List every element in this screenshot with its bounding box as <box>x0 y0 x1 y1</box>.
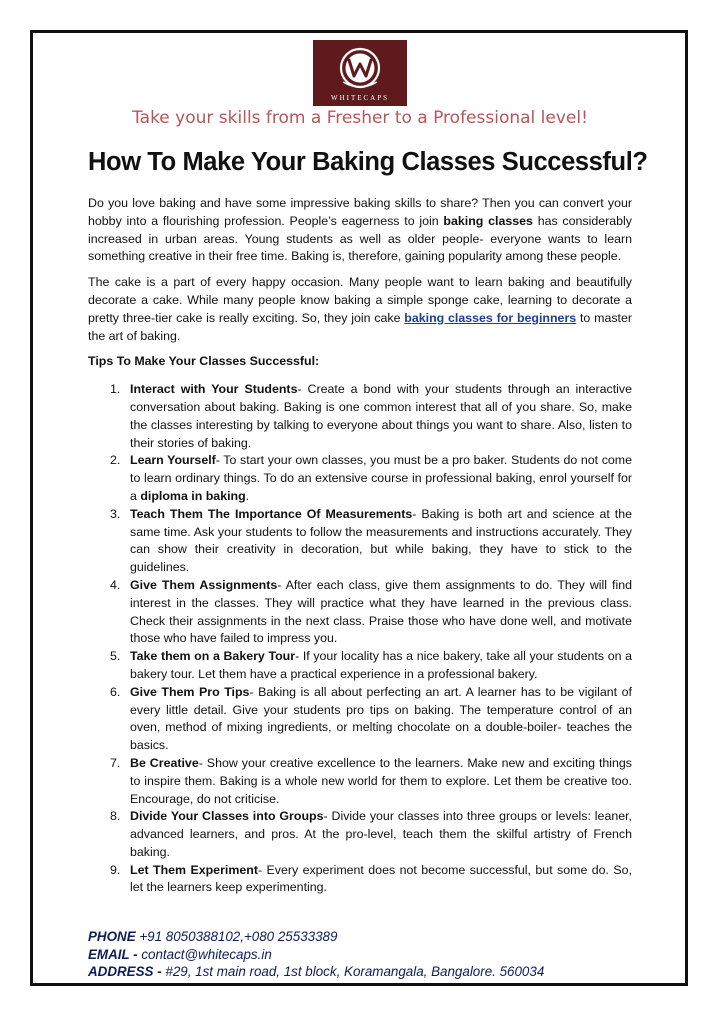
tip-text: - Create a bond with your students through an interactive conversation about baking. Baking is one common interest that all of you share. So, make the classes interesting by talking to everyone about things you want to share. Also, listen to their stories of baking. <box>130 382 633 450</box>
intro-text: The cake is a part of every happy occasion. Many people want to learn baking and beautifully decorate a cake. While many people know baking a simple sponge cake, learning to decorate a pretty three-tier cake is really exciting. So, they join cake <box>88 275 632 325</box>
tip-bold-text: diploma in baking <box>140 488 246 503</box>
list-item <box>88 577 632 648</box>
whitecaps-logo <box>313 40 407 106</box>
tip-title: Interact with Your Students <box>130 382 298 397</box>
list-item <box>88 755 632 808</box>
address-label: ADDRESS - <box>88 964 162 979</box>
logo-text: WHITECAPS <box>330 94 390 102</box>
tip-text: - Baking is both art and science at the same time. Ask your students to follow the measurements and instructions accurately. They can show their creativity in decoration, but while baking, they have to stick to the guidelines. <box>130 506 632 575</box>
tip-text: - Show your creative excellence to the learners. Make new and exciting things to inspire them. Baking is a whole new world for them to explore. Let them be creative too. Encourage, do not criticise. <box>130 755 633 806</box>
list-item <box>88 648 632 684</box>
email-label: EMAIL - <box>88 946 138 962</box>
list-number: 1. <box>110 382 121 397</box>
tip-text: - If your locality has a nice bakery, take all your students on a bakery tour. Let them have a practical experience in a professional bakery. <box>130 649 632 681</box>
tip-text: . <box>245 488 250 503</box>
list-number: 8. <box>110 809 121 824</box>
tagline: Take your skills from a Fresher to a Professional level! <box>132 108 588 128</box>
tip-title: Teach Them The Importance Of Measurements <box>130 506 413 521</box>
tip-title: Take them on a Bakery Tour <box>130 649 296 664</box>
intro-paragraph-1 <box>88 195 632 266</box>
tip-title: Learn Yourself <box>130 453 216 468</box>
list-number: 2. <box>110 453 121 468</box>
list-item <box>88 862 632 898</box>
list-number: 3. <box>110 506 121 521</box>
intro-text: has considerably increased in urban areas. Young students as well as older people- everyone wants to learn something creative in their free time. Baking is, therefore, gaining popularity among these people. <box>88 213 632 264</box>
list-number: 5. <box>110 649 121 664</box>
tip-text: - To start your own classes, you must be a pro baker. Students do not come to learn ordinary things. To do an extensive course in professional baking, enrol yourself for a <box>130 453 632 503</box>
intro-paragraph-2 <box>88 274 632 345</box>
contact-block <box>88 928 544 981</box>
phone-value: +91 8050388102,+080 25533389 <box>135 929 338 944</box>
tips-list <box>88 381 632 897</box>
tip-text: - Every experiment does not become successful, but some do. So, let the learners keep experimenting. <box>130 862 633 895</box>
list-item <box>88 381 632 452</box>
tip-text: - Baking is all about perfecting an art. A learner has to be vigilant of every little detail. Give your students pro tips on baking. The temperature control of an oven, method of mixing ingredients, or melting chocolate on a double-boiler- teaches the basics. <box>130 684 633 753</box>
intro-bold-text: baking classes <box>443 213 533 228</box>
list-item <box>88 452 632 505</box>
list-item <box>88 808 632 861</box>
tip-text: - After each class, give them assignments to do. They will find interest in the classes. They will practice what they have learned in the previous class. Check their assignments in the next class. Praise those who have done well, and motivate those who have failed to impress you. <box>130 577 633 646</box>
tip-title: Give Them Assignments <box>130 577 278 592</box>
phone-label: PHONE <box>88 929 136 944</box>
list-number: 4. <box>110 577 121 592</box>
list-number: 9. <box>110 862 121 877</box>
tip-title: Give Them Pro Tips <box>130 684 250 699</box>
tips-heading: Tips To Make Your Classes Successful: <box>88 354 320 369</box>
email-value: contact@whitecaps.in <box>137 946 272 962</box>
address-line <box>88 963 544 981</box>
article-body <box>88 195 632 897</box>
address-value: #29, 1st main road, 1st block, Koramangala, Bangalore. 560034 <box>161 964 545 979</box>
intro-text: Do you love baking and have some impressive baking skills to share? Then you can convert your hobby into a flourishing profession. People’s eagerness to join <box>88 196 632 228</box>
tip-text: - Divide your classes into three groups or levels: leaner, advanced learners, and pros. At the pro-level, teach them the skilful artistry of French baking. <box>130 809 632 859</box>
phone-line <box>88 928 544 946</box>
list-number: 6. <box>110 684 121 699</box>
list-item <box>88 506 632 577</box>
tip-title: Divide Your Classes into Groups <box>130 809 324 824</box>
email-line <box>88 946 544 964</box>
tip-title: Be Creative <box>130 755 199 770</box>
list-item <box>88 684 632 755</box>
tip-title: Let Them Experiment <box>130 862 258 877</box>
list-number: 7. <box>110 755 121 770</box>
page-title: How To Make Your Baking Classes Successful? <box>88 148 648 176</box>
baking-classes-for-beginners-link[interactable]: baking classes for beginners <box>404 310 577 325</box>
intro-text: to master the art of baking. <box>88 310 632 343</box>
